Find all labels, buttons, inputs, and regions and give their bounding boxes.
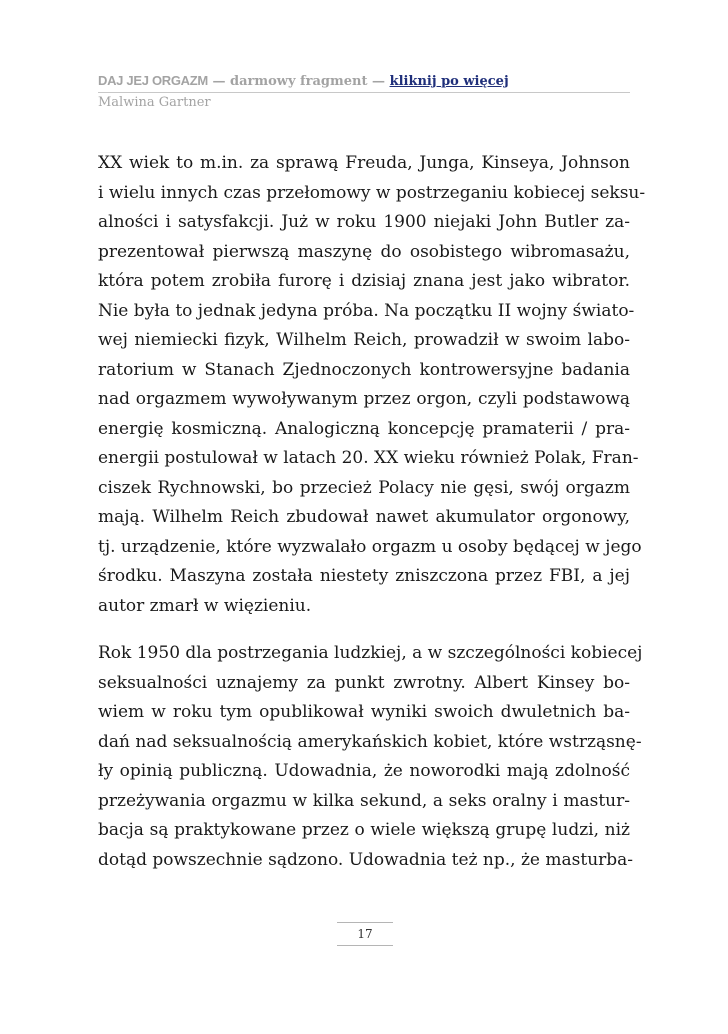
text-line: tj. urządzenie, które wyzwalało orgazm u osoby będącej w jego xyxy=(98,536,642,557)
text-line: i wielu innych czas przełomowy w postrzeganiu kobiecej seksu- xyxy=(98,182,646,203)
page-footer xyxy=(337,922,393,946)
header-separator: — xyxy=(367,74,390,89)
text-line: energię kosmiczną. Analogiczną koncepcję pramaterii / pra- xyxy=(98,418,630,439)
footer-rule-bottom xyxy=(337,945,393,946)
text-line: autor zmarł w więzieniu. xyxy=(98,595,312,616)
more-link[interactable]: kliknij po więcej xyxy=(389,74,509,89)
paragraph-2 xyxy=(98,639,643,875)
text-line: bacja są praktykowane przez o wiele większą grupę ludzi, niż xyxy=(98,820,630,840)
page-header xyxy=(98,72,630,111)
paragraph-1 xyxy=(98,149,646,621)
text-line: XX wiek to m.in. za sprawą Freuda, Junga, Kinseya, Johnson xyxy=(98,153,630,173)
text-line: Rok 1950 dla postrzegania ludzkiej, a w szczególności kobiecej xyxy=(98,643,643,663)
paragraph-spacer xyxy=(98,621,630,639)
page-number: 17 xyxy=(357,927,373,941)
body-text xyxy=(98,149,646,875)
free-fragment-label: darmowy fragment xyxy=(230,74,368,89)
text-line: ły opinią publiczną. Udowadnia, że noworodki mają zdolność xyxy=(98,761,630,781)
text-line: wiem w roku tym opublikował wyniki swoich dwuletnich ba- xyxy=(98,702,630,722)
text-line: dotąd powszechnie sądzono. Udowadnia też np., że masturba- xyxy=(98,849,634,870)
text-line: ratorium w Stanach Zjednoczonych kontrowersyjne badania xyxy=(98,359,630,380)
text-line: mają. Wilhelm Reich zbudował nawet akumulator orgonowy, xyxy=(98,507,630,527)
text-line: alności i satysfakcji. Już w roku 1900 niejaki John Butler za- xyxy=(98,212,630,232)
book-title: DAJ JEJ ORGAZM xyxy=(98,73,208,88)
header-title-line xyxy=(98,72,630,91)
header-divider xyxy=(98,92,630,93)
text-line: energii postulował w latach 20. XX wieku również Polak, Fran- xyxy=(98,448,639,468)
text-line: seksualności uznajemy za punkt zwrotny. Albert Kinsey bo- xyxy=(98,672,630,693)
text-line: środku. Maszyna została niestety zniszczona przez FBI, a jej xyxy=(98,566,630,586)
text-line: ciszek Rychnowski, bo przecież Polacy nie gęsi, swój orgazm xyxy=(98,477,630,498)
text-line: wej niemiecki fizyk, Wilhelm Reich, prowadził w swoim labo- xyxy=(98,330,630,350)
header-separator: — xyxy=(207,74,230,89)
text-line: dań nad seksualnością amerykańskich kobiet, które wstrząsnę- xyxy=(98,731,642,752)
text-line: prezentował pierwszą maszynę do osobistego wibromasażu, xyxy=(98,241,630,262)
text-line: przeżywania orgazmu w kilka sekund, a seks oralny i mastur- xyxy=(98,790,630,811)
text-line: która potem zrobiła furorę i dzisiaj znana jest jako wibrator. xyxy=(98,271,630,291)
text-line: Nie była to jednak jedyna próba. Na początku II wojny świato- xyxy=(98,300,635,321)
author-name: Malwina Gartner xyxy=(98,95,211,110)
text-line: nad orgazmem wywoływanym przez orgon, czyli podstawową xyxy=(98,389,630,409)
